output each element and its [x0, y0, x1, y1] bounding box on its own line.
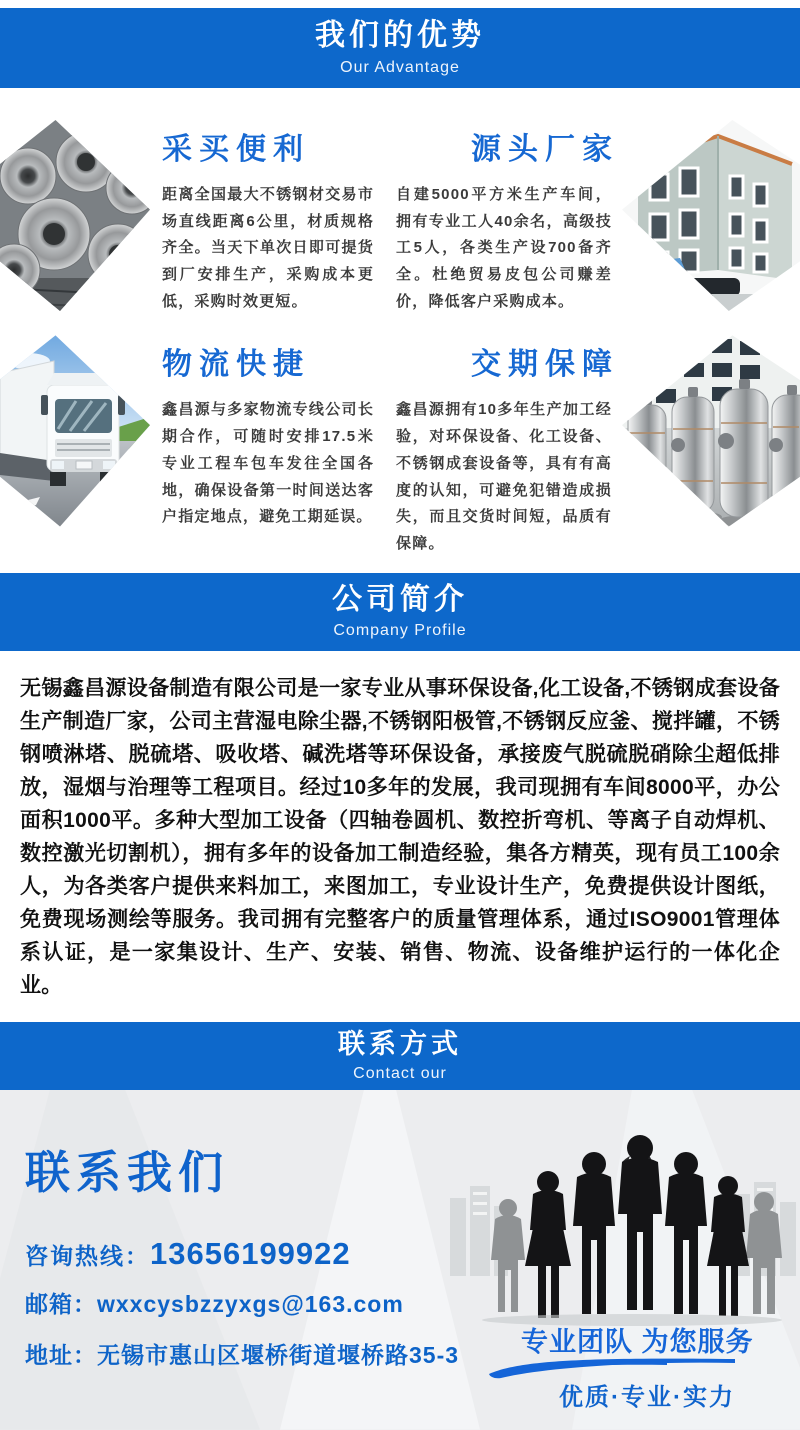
contact-banner — [0, 1022, 800, 1090]
advantage-item-title: 交期保障 — [471, 348, 619, 382]
advantage-banner-subtitle: Our Advantage — [340, 58, 460, 76]
hotline-number: 13656199922 — [150, 1235, 351, 1271]
advantage-item-source-factory — [396, 118, 619, 315]
contact-section — [0, 1090, 800, 1430]
email-value: wxxcysbzzyxgs@163.com — [97, 1290, 404, 1317]
advantage-item-text: 鑫昌源拥有10多年生产加工经验，对环保设备、化工设备、不锈钢成套设备等，具有有高度的认知，可避免犯错造成损失，而且交货时间短，品质有保障。 — [396, 401, 612, 552]
hotline-line — [25, 1236, 351, 1272]
advantage-row-2 — [0, 333, 800, 557]
truck-photo — [0, 333, 150, 528]
contact-banner-title: 联系方式 — [338, 1028, 462, 1059]
advantage-item-title: 物流快捷 — [162, 348, 310, 382]
advantage-row-1 — [0, 118, 800, 315]
advantage-item-title: 采买便利 — [162, 133, 310, 166]
address-line — [25, 1337, 459, 1370]
steel-coils-photo — [0, 118, 150, 313]
contact-banner-subtitle: Contact our — [353, 1064, 447, 1082]
advantage-item-delivery — [396, 333, 619, 557]
slogan-sub: 优质·专业·实力 — [559, 1383, 735, 1411]
company-profile-text: 无锡鑫昌源设备制造有限公司是一家专业从事环保设备,化工设备,不锈钢成套设备生产制造厂家，公司主营湿电除尘器,不锈钢阳极管,不锈钢反应釜、搅拌罐，不锈钢喷淋塔、脱硫塔、吸收塔、碱洗塔等环保设备，承接废气脱硫脱硝除尘超低排放，湿烟与治理等工程项目。经过10多年的发展，我司现拥有车间8000平，办公面积1000平。多种大型加工设备（四轴卷圆机、数控折弯机、等离子自动焊机、数控激光切割机），拥有多年的设备加工制造经验，集各方精英，现有员工100余人，为各类客户提供来料加工，来图加工，专业设计生产，免费提供设计图纸，免费现场测绘等服务。我司拥有完整客户的质量管理体系，通过ISO9001管理体系认证，是一家集设计、生产、安装、销售、物流、设备维护运行的一体化企业。 — [20, 676, 780, 997]
team-silhouette-image — [432, 1098, 800, 1326]
contact-heading: 联系我们 — [25, 1146, 230, 1198]
advantage-item-logistics — [162, 333, 374, 530]
address-label: 地址： — [25, 1341, 97, 1368]
email-line — [25, 1286, 404, 1319]
hotline-label: 咨询热线： — [25, 1242, 150, 1269]
profile-banner — [0, 573, 800, 651]
advantage-section — [0, 88, 800, 573]
advantage-item-text: 自建5000平方米生产车间，拥有专业工人40余名，高级技工5人，各类生产设700备齐全。杜绝贸易皮包公司赚差价，降低客户采购成本。 — [396, 186, 612, 310]
steel-tanks-photo — [622, 333, 800, 528]
address-value: 无锡市惠山区堰桥街道堰桥路35-3 — [97, 1341, 460, 1368]
profile-banner-subtitle: Company Profile — [333, 622, 467, 640]
advantage-item-purchase — [162, 118, 374, 315]
slogan-main: 专业团队 为您服务 — [521, 1326, 754, 1357]
email-label: 邮箱： — [25, 1290, 97, 1317]
advantage-item-title: 源头厂家 — [471, 133, 619, 166]
advantage-item-text: 距离全国最大不锈钢材交易市场直线距离6公里，材质规格齐全。当天下单次日即可提货到厂安排生产，采购成本更低，采购时效更短。 — [162, 186, 375, 310]
profile-banner-title: 公司简介 — [332, 582, 468, 616]
advantage-item-text: 鑫昌源与多家物流专线公司长期合作，可随时安排17.5米专业工程车包车发往全国各地，确保设备第一时间送达客户指定地点，避免工期延误。 — [162, 401, 375, 526]
advantage-banner-title: 我们的优势 — [315, 19, 485, 53]
factory-building-photo — [622, 118, 800, 313]
advantage-banner — [0, 8, 800, 88]
